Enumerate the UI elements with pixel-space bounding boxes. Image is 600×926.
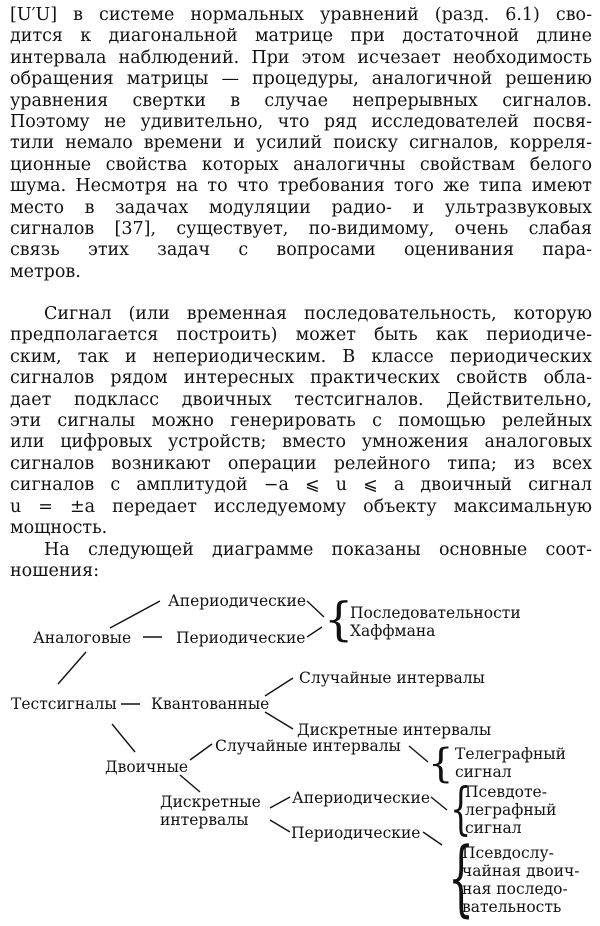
text-line: обращения матрицы — процедуры, аналогичной решению	[10, 69, 592, 90]
label-discrete-intervals-top: Дискретные интервалы	[297, 721, 492, 739]
label-discrete-2: интервалы	[160, 811, 249, 829]
text-line: место в задачах модуляции радио- и ультразвуковых	[10, 197, 592, 218]
label-huffman-1: Последовательности	[350, 604, 521, 622]
label-test-signals: Тестсигналы	[11, 695, 117, 713]
text-line: ским, так и непериодическим. В классе периодических	[10, 346, 592, 367]
brace-huffman: {	[324, 592, 354, 646]
text-line: Сигнал (или временная последовательность, которую	[44, 304, 592, 324]
label-pseudotelegraph-1: Псевдоте-	[465, 783, 547, 801]
label-huffman-2: Хаффмана	[350, 622, 436, 640]
label-quantized: Квантованные	[151, 695, 270, 713]
text-line: [U′U] в системе нормальных уравнений (разд. 6.1) сво-	[10, 5, 592, 25]
label-aperiodic-top: Апериодические	[168, 592, 306, 610]
brace-pseudorandom: {	[448, 831, 475, 926]
label-telegraph-1: Телеграфный	[455, 745, 566, 763]
text-line: уравнения свертки в случае непрерывных сигналов.	[10, 90, 592, 111]
text-line: тили немало времени и усилий поиску сигналов, корреля-	[10, 133, 592, 154]
text-line: Поэтому не удивительно, что ряд исследователей посвя-	[10, 112, 592, 133]
label-analog: Аналоговые	[33, 629, 132, 647]
label-random-intervals-binary: Случайные интервалы	[215, 737, 401, 755]
label-pseudorandom-2: чайная двоич-	[462, 862, 580, 880]
brace-pseudotelegraph: {	[450, 777, 472, 842]
label-periodic-binary: Периодические	[291, 824, 421, 842]
label-aperiodic-binary: Апериодические	[292, 789, 430, 807]
text-line: метров.	[10, 261, 81, 282]
label-binary: Двоичные	[105, 758, 189, 776]
label-pseudorandom-1: Псевдослу-	[462, 844, 554, 862]
text-line: сигналов рядом интересных практических свойств обла-	[10, 368, 592, 389]
text-line: u = ±a передает исследуемому объекту максимальную	[10, 496, 592, 517]
text-line: мощность.	[10, 518, 108, 539]
text-line: или цифровых устройств; вместо умножения аналоговых	[10, 432, 592, 453]
text-line: сигналов с амплитудой −a ⩽ u ⩽ a двоичный сигнал	[10, 475, 592, 496]
text-line: шума. Несмотря на то что требования того же типа имеют	[10, 176, 592, 197]
text-line: интервала наблюдений. При этом исчезает необходимость	[10, 47, 592, 68]
label-pseudorandom-3: ная последо-	[462, 880, 568, 898]
label-pseudotelegraph-3: сигнал	[465, 819, 522, 837]
text-line: предполагается построить) может быть как периодиче-	[10, 325, 592, 346]
text-line: связь этих задач с вопросами оценивания пара-	[10, 240, 592, 261]
text-line: ционные свойства которых аналогичны свойствам белого	[10, 154, 592, 175]
text-line: ношения:	[10, 561, 100, 582]
label-telegraph-2: сигнал	[455, 763, 512, 781]
label-periodic-top: Периодические	[176, 629, 306, 647]
text-line: сигналов возникают операции релейного типа; из всех	[10, 453, 592, 474]
text-line: На следующей диаграмме показаны основные соот-	[44, 540, 592, 560]
brace-telegraph: {	[428, 741, 454, 787]
text-line: сигналов [37], существует, по-видимому, очень слабая	[10, 219, 592, 240]
label-random-intervals-top: Случайные интервалы	[299, 669, 485, 687]
text-line: эти сигналы можно генерировать с помощью релейных	[10, 411, 592, 432]
label-discrete-1: Дискретные	[160, 793, 261, 811]
text-line: дится к диагональной матрице при достаточной длине	[10, 26, 592, 47]
label-pseudorandom-4: вательность	[462, 898, 562, 916]
label-pseudotelegraph-2: леграфный	[465, 801, 557, 819]
text-line: дает подкласс двоичных тестсигналов. Действительно,	[10, 389, 592, 410]
